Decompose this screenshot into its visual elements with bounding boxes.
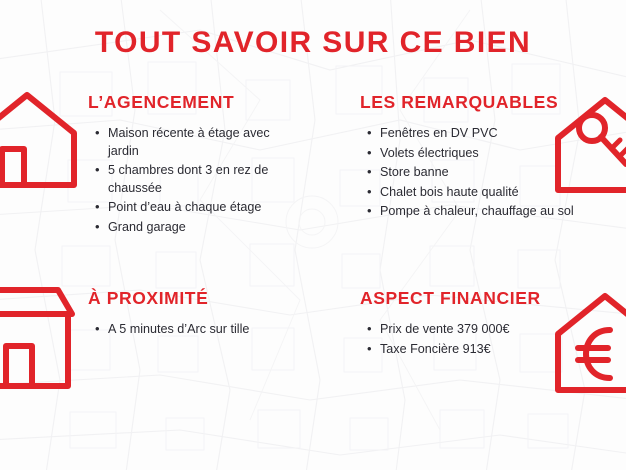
section-heading: À PROXIMITÉ	[88, 288, 209, 308]
list-item: • Taxe Foncière 913€	[380, 341, 585, 359]
section-heading: L’AGENCEMENT	[88, 92, 235, 112]
section-proximite	[88, 288, 303, 341]
section-item-list	[88, 321, 303, 339]
section-aspect-financier	[360, 288, 585, 360]
section-heading: LES REMARQUABLES	[360, 92, 559, 112]
section-item-list	[88, 125, 303, 236]
list-item: • Fenêtres en DV PVC	[380, 125, 585, 143]
section-item-list	[360, 125, 585, 221]
section-item-list	[360, 321, 585, 358]
list-item: • Grand garage	[108, 219, 303, 237]
list-item: • A 5 minutes d’Arc sur tille	[108, 321, 303, 339]
list-item: • Store banne	[380, 164, 585, 182]
list-item: • Pompe à chaleur, chauffage au sol	[380, 203, 585, 221]
list-item: • Maison récente à étage avec jardin	[108, 125, 303, 160]
list-item: • 5 chambres dont 3 en rez de chaussée	[108, 162, 303, 197]
list-item: • Prix de vente 379 000€	[380, 321, 585, 339]
list-item: • Chalet bois haute qualité	[380, 184, 585, 202]
page-title: TOUT SAVOIR SUR CE BIEN	[94, 26, 532, 59]
section-heading: ASPECT FINANCIER	[360, 288, 541, 308]
list-item: • Point d’eau à chaque étage	[108, 199, 303, 217]
section-remarquables	[360, 92, 585, 223]
section-agencement	[88, 92, 303, 238]
list-item: • Volets électriques	[380, 145, 585, 163]
